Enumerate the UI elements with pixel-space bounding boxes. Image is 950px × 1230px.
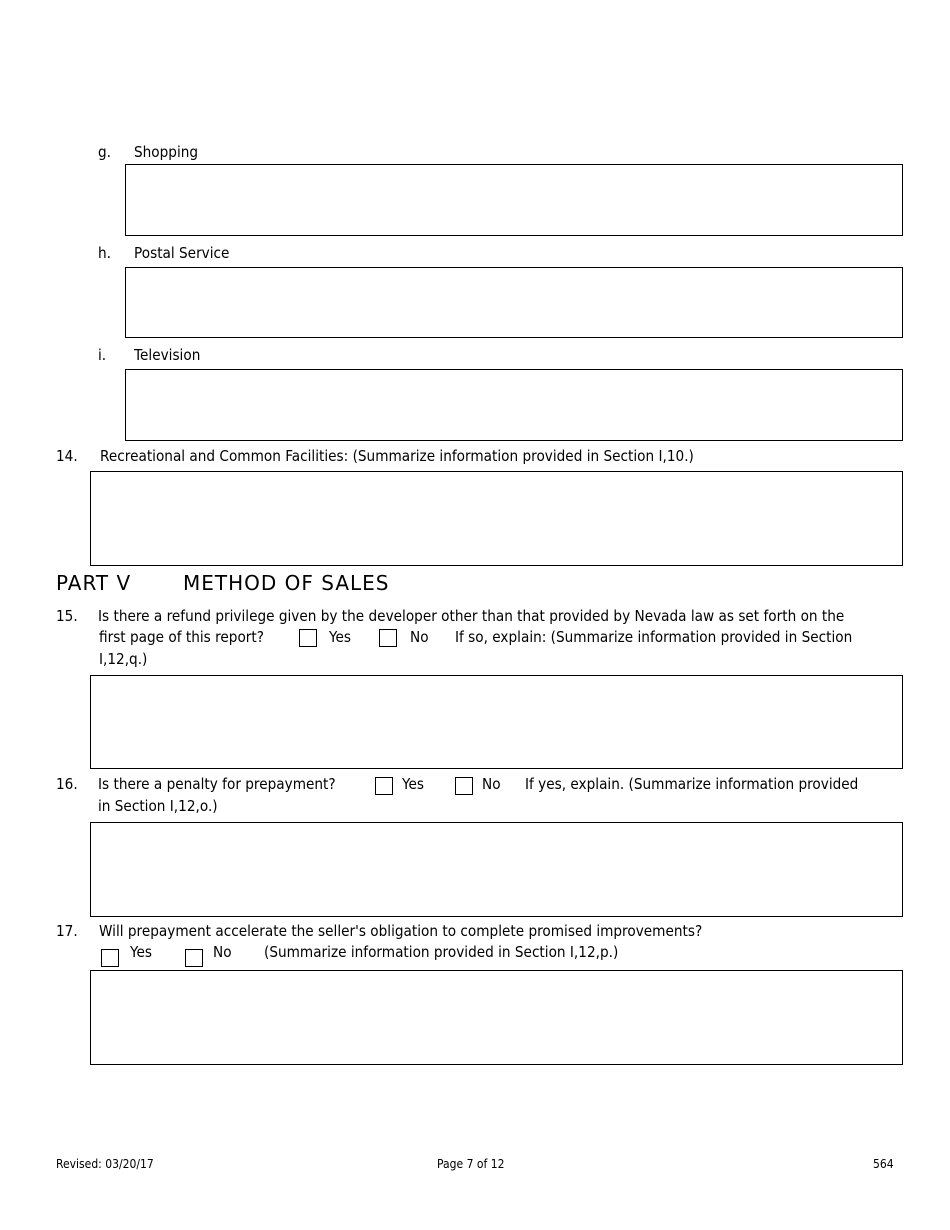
q15-line3: I,12,q.) — [99, 650, 148, 668]
q16-yes-label: Yes — [402, 775, 425, 793]
q16-line1-start: Is there a penalty for prepayment? — [98, 775, 336, 793]
q15-line1: Is there a refund privilege given by the developer other than that provided by Nevada law as set forth on the — [98, 607, 845, 625]
q15-no-checkbox[interactable] — [379, 629, 397, 647]
accelerate-obligation-field[interactable] — [90, 970, 903, 1065]
q15-number: 15. — [56, 607, 78, 625]
q17-line2: (Summarize information provided in Section I,12,p.) — [264, 943, 619, 961]
television-field[interactable] — [125, 369, 903, 441]
q15-yes-checkbox[interactable] — [299, 629, 317, 647]
q17-yes-label: Yes — [130, 943, 153, 961]
part-title: METHOD OF SALES — [183, 571, 390, 595]
prepayment-penalty-field[interactable] — [90, 822, 903, 917]
q16-no-label: No — [482, 775, 501, 793]
item-i-label: Television — [134, 346, 201, 364]
q17-no-checkbox[interactable] — [185, 949, 203, 967]
footer-revised: Revised: 03/20/17 — [56, 1157, 154, 1171]
q16-yes-checkbox[interactable] — [375, 777, 393, 795]
item-g-label: Shopping — [134, 143, 199, 161]
item-h-letter: h. — [98, 244, 111, 262]
item-g-letter: g. — [98, 143, 112, 161]
q16-line2: in Section I,12,o.) — [98, 797, 218, 815]
shopping-field[interactable] — [125, 164, 903, 236]
q16-line1-end: If yes, explain. (Summarize information provided — [525, 775, 859, 793]
q15-line2-end: If so, explain: (Summarize information provided in Section — [455, 628, 853, 646]
q17-yes-checkbox[interactable] — [101, 949, 119, 967]
q17-no-label: No — [213, 943, 232, 961]
recreational-facilities-field[interactable] — [90, 471, 903, 566]
q14-number: 14. — [56, 447, 78, 465]
part-label: PART V — [56, 571, 132, 595]
q14-text: Recreational and Common Facilities: (Summarize information provided in Section I,10.) — [100, 447, 694, 465]
q17-number: 17. — [56, 922, 78, 940]
q16-number: 16. — [56, 775, 78, 793]
q15-no-label: No — [410, 628, 429, 646]
postal-service-field[interactable] — [125, 267, 903, 338]
q17-line1: Will prepayment accelerate the seller's obligation to complete promised improvements? — [99, 922, 703, 940]
q15-yes-label: Yes — [329, 628, 352, 646]
item-i-letter: i. — [98, 346, 107, 364]
q15-line2-start: first page of this report? — [99, 628, 264, 646]
refund-privilege-field[interactable] — [90, 675, 903, 769]
q16-no-checkbox[interactable] — [455, 777, 473, 795]
footer-form-number: 564 — [873, 1157, 894, 1171]
item-h-label: Postal Service — [134, 244, 230, 262]
footer-page-number: Page 7 of 12 — [437, 1157, 505, 1171]
